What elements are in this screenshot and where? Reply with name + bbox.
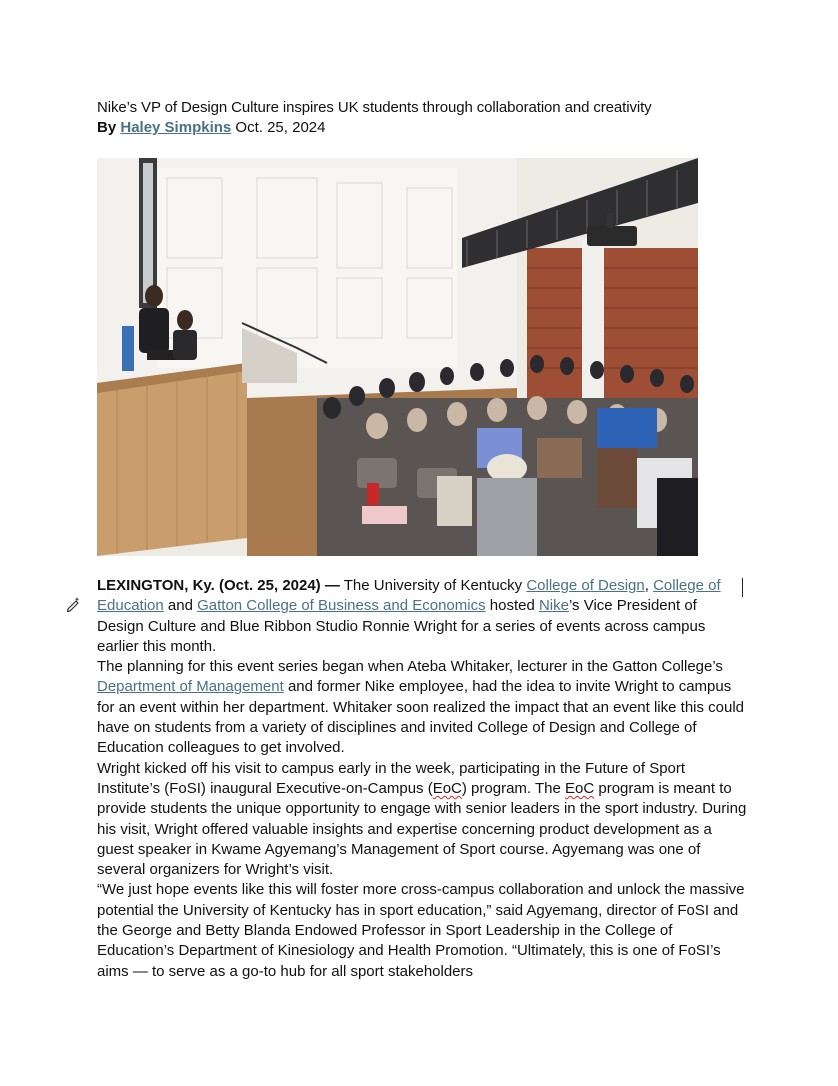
article-headline: Nike’s VP of Design Culture inspires UK students through collaboration and creativity bbox=[97, 99, 652, 116]
text-run: “We just hope events like this will foster more cross-campus collaboration and unlock the massive potential the University of Kentucky has in sport education,” said Agyemang, director of FoSI and the George and Betty Blanda Endowed Professor in Sport Leadership in the College of Education’s Department of Kinesiology and Health Promotion. “Ultimately, this is one of FoSI’s aims — to serve as a go-to hub for all sport stakeholders bbox=[97, 881, 745, 980]
event-photo bbox=[97, 158, 698, 556]
paragraph-3 bbox=[97, 759, 747, 881]
dateline: LEXINGTON, Ky. (Oct. 25, 2024) — bbox=[97, 577, 340, 594]
paragraph-2 bbox=[97, 657, 747, 758]
gatton-college-link[interactable]: Gatton College of Business and Economics bbox=[197, 597, 486, 615]
text-run: Wright kicked off his visit to campus early in the week, participating in the Future of Sport Institute’s (FoSI) inaugural Executive-on-Campus ( bbox=[97, 759, 686, 797]
paragraph-4 bbox=[97, 880, 747, 981]
text-cursor bbox=[742, 578, 743, 597]
text-run: , bbox=[644, 577, 654, 594]
department-of-management-link[interactable]: Department of Management bbox=[97, 678, 284, 696]
text-run: The planning for this event series began when Ateba Whitaker, lecturer in the Gatton College’s bbox=[97, 658, 723, 676]
text-run: ) program. The bbox=[461, 779, 565, 797]
pen-sparkle-icon[interactable] bbox=[65, 596, 81, 612]
paragraph-1 bbox=[97, 576, 747, 657]
text-run: ’s Vice President of Design Culture and Blue Ribbon Studio Ronnie Wright for a series of events across campus earlier this month. bbox=[97, 597, 706, 655]
text-run: program is meant to provide students the unique opportunity to engage with senior leaders in the sport industry. During his visit, Wright offered valuable insights and expertise concerning product development as a guest speaker in Kwame Agyemang’s Management of Sport course. Agyemang was one of several organizers for Wright’s visit. bbox=[97, 779, 747, 879]
byline-prefix: By bbox=[97, 119, 117, 136]
college-of-education-link[interactable]: College of Education bbox=[97, 577, 721, 615]
text-run: and former Nike employee, had the idea to invite Wright to campus for an event within her department. Whitaker soon realized the impact that an event like this could have on students from a variety of disciplines and invited College of Design and College of Education colleagues to get involved. bbox=[97, 678, 745, 757]
text-run: The University of Kentucky bbox=[339, 577, 527, 594]
text-run: hosted bbox=[485, 597, 539, 615]
text-run: and bbox=[163, 597, 198, 615]
event-photo-illustration bbox=[97, 158, 698, 556]
college-of-design-link[interactable]: College of Design bbox=[526, 577, 645, 594]
author-link[interactable]: Haley Simpkins bbox=[120, 119, 232, 136]
publish-date: Oct. 25, 2024 bbox=[235, 119, 326, 136]
spelling-flag[interactable]: EoC bbox=[432, 779, 462, 797]
nike-link[interactable]: Nike bbox=[538, 597, 569, 615]
article-body bbox=[97, 576, 747, 982]
document-page bbox=[97, 98, 747, 980]
byline bbox=[97, 118, 747, 138]
spelling-flag[interactable]: EoC bbox=[565, 779, 595, 797]
